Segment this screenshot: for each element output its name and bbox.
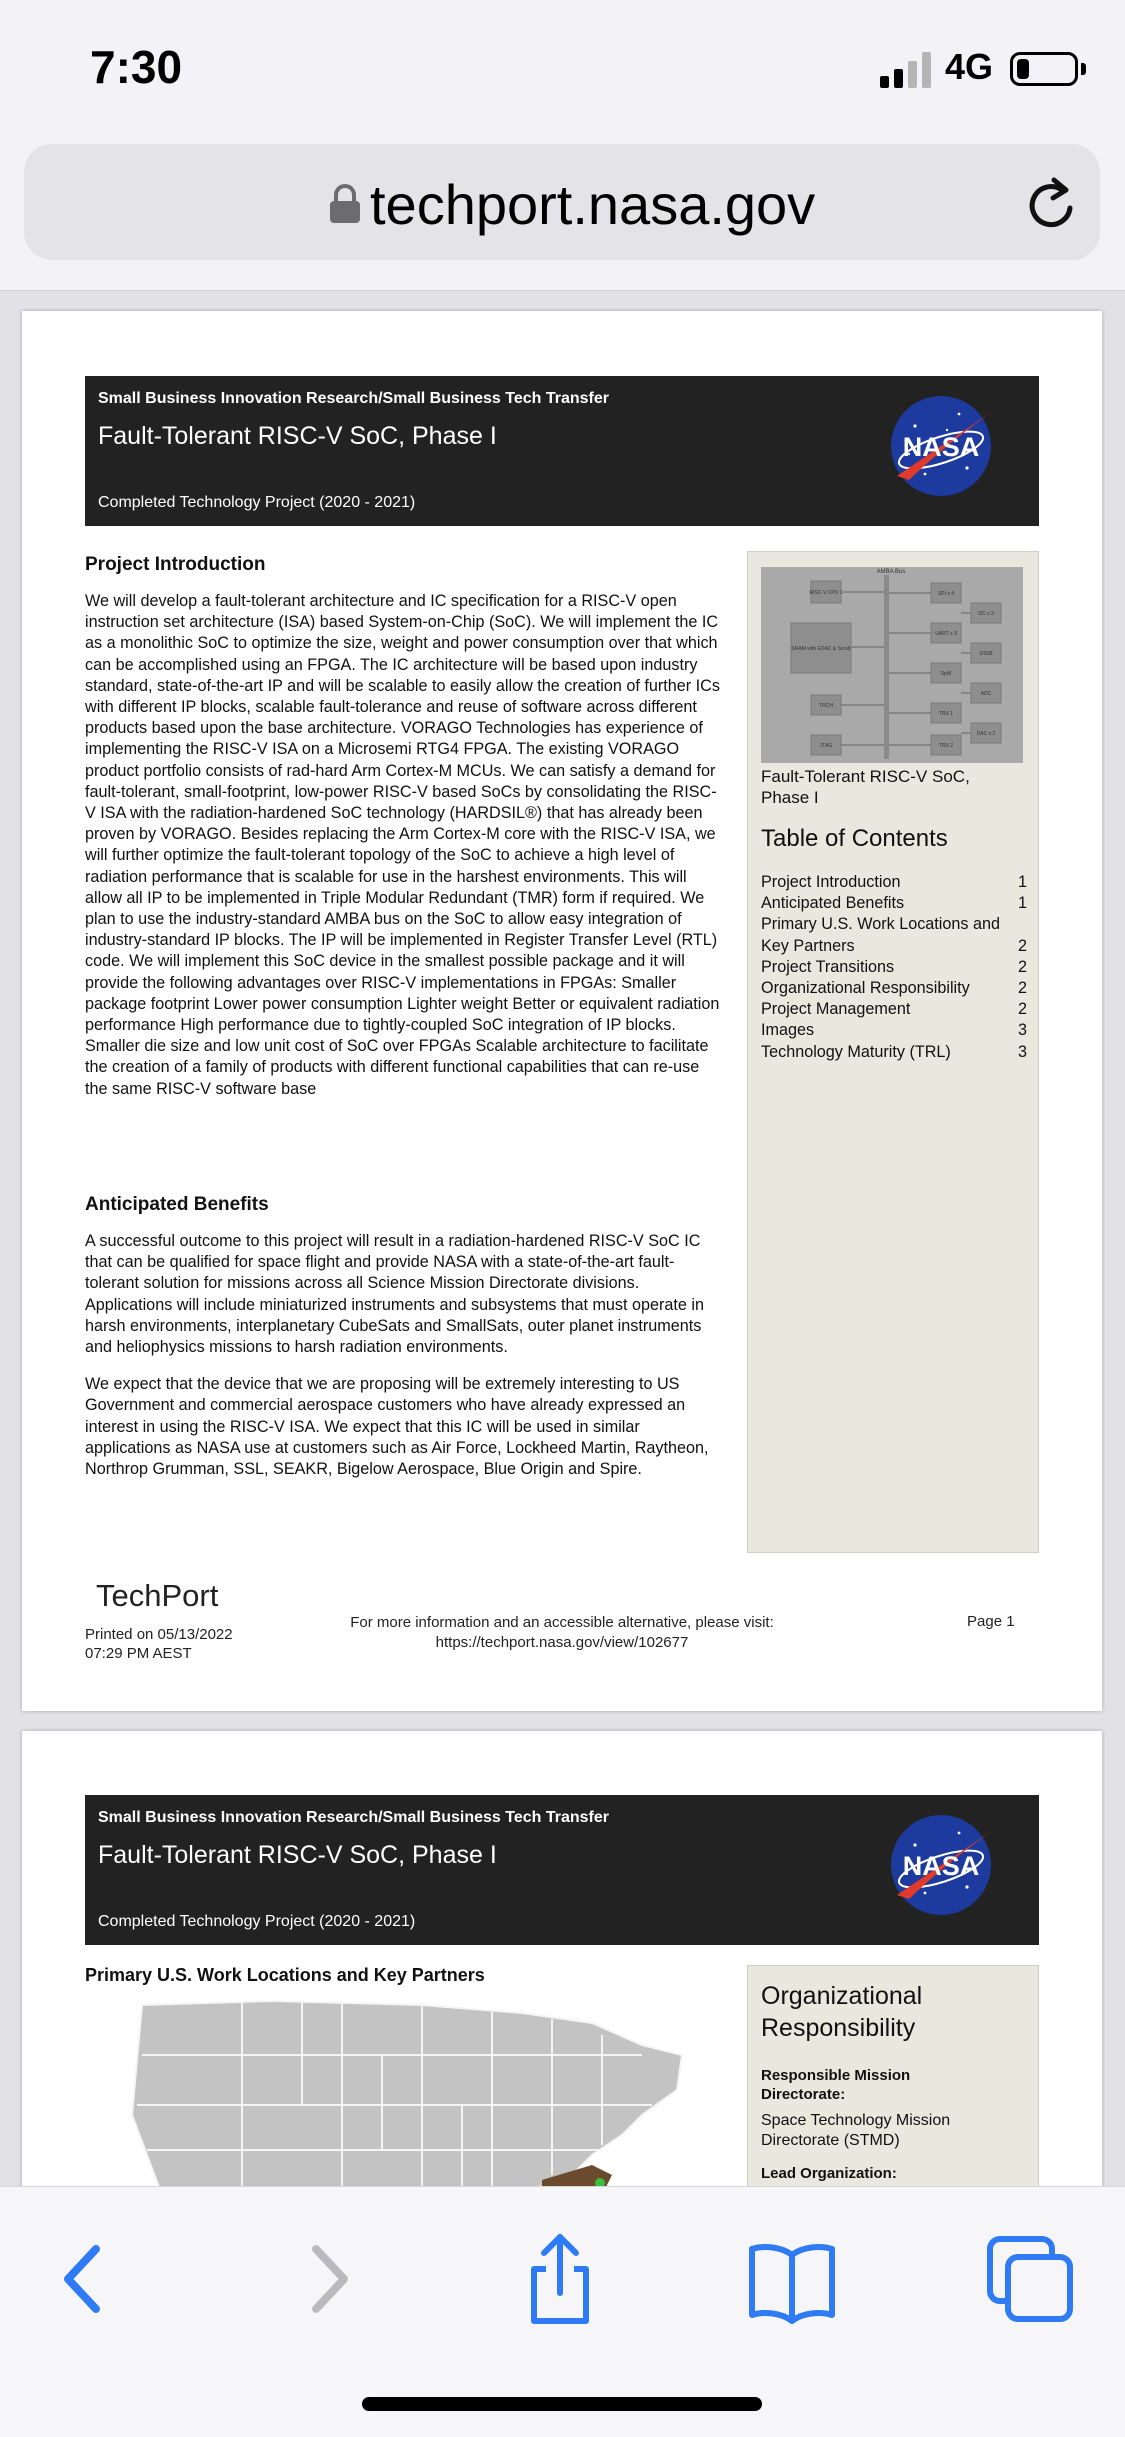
diagram-label-spi: SPI x 4 bbox=[937, 591, 955, 597]
share-icon[interactable] bbox=[512, 2231, 608, 2327]
page-number: Page 1 bbox=[967, 1613, 1015, 1630]
toc-item[interactable]: Images 3 bbox=[761, 1021, 1027, 1040]
nasa-logo-icon bbox=[885, 390, 997, 502]
us-map bbox=[122, 1995, 702, 2186]
lead-org-label: Lead Organization: bbox=[761, 2165, 897, 2182]
status-bar bbox=[0, 0, 1125, 140]
locations-heading: Primary U.S. Work Locations and Key Partners bbox=[85, 1965, 485, 1985]
nasa-logo-text: NASA bbox=[902, 1851, 980, 1881]
sidebar-panel bbox=[747, 551, 1039, 1553]
table-of-contents bbox=[761, 872, 1027, 1063]
back-icon[interactable] bbox=[36, 2231, 132, 2327]
nasa-logo-icon bbox=[885, 1809, 997, 1921]
more-info: For more information and an accessible alternative, please visit: https://techport.nasa.gov/view/102677 bbox=[342, 1613, 782, 1653]
toc-item[interactable]: Project Introduction 1 bbox=[761, 873, 1027, 891]
network-type: 4G bbox=[945, 46, 994, 87]
project-status: Completed Technology Project (2020 - 2021) bbox=[98, 494, 416, 511]
diagram-label-cpu: RISC-V CPU 1 bbox=[809, 590, 843, 596]
toc-item[interactable]: Primary U.S. Work Locations and Key Partners 2 bbox=[761, 915, 1027, 955]
mission-value: Space Technology Mission Directorate (STMD) bbox=[761, 2112, 951, 2149]
bookmarks-icon[interactable] bbox=[744, 2231, 840, 2327]
address-bar[interactable] bbox=[24, 144, 1100, 260]
toc-item[interactable]: Organizational Responsibility 2 bbox=[761, 979, 1027, 998]
page-banner bbox=[85, 1795, 1039, 1945]
toc-item[interactable]: Project Transitions 2 bbox=[761, 957, 1027, 976]
clock: 7:30 bbox=[90, 41, 183, 93]
intro-heading: Project Introduction bbox=[85, 554, 266, 575]
benefits-heading: Anticipated Benefits bbox=[85, 1194, 269, 1215]
forward-icon[interactable] bbox=[280, 2231, 376, 2327]
mission-label: Responsible Mission Directorate: bbox=[761, 2067, 911, 2103]
home-indicator[interactable] bbox=[362, 2397, 762, 2411]
diagram-label-spw: SpW bbox=[940, 671, 952, 677]
project-title: Fault-Tolerant RISC-V SoC, Phase I bbox=[98, 1841, 497, 1869]
diagram-label-jtag: JTAG bbox=[819, 743, 833, 749]
toc-title: Table of Contents bbox=[761, 825, 948, 852]
diagram-label-sram: SRAM with EDAC & Scrub bbox=[791, 646, 851, 652]
diagram-label-adc: ADC bbox=[980, 691, 992, 697]
url-text[interactable]: techport.nasa.gov bbox=[370, 173, 816, 236]
battery-icon bbox=[1010, 52, 1078, 86]
soc-block-diagram bbox=[761, 567, 1023, 763]
diagram-label-i2s: I2S08 bbox=[979, 651, 993, 657]
diagram-label-uart: UART x 3 bbox=[935, 631, 957, 637]
more-info-link[interactable]: https://techport.nasa.gov/view/102677 bbox=[435, 1634, 689, 1651]
benefits-body bbox=[85, 1231, 720, 1496]
diagram-label-trch: TRCH bbox=[819, 703, 833, 709]
tabs-icon[interactable] bbox=[982, 2231, 1078, 2327]
bottom-toolbar bbox=[0, 2186, 1125, 2437]
diagram-label-trx1: TRX 1 bbox=[938, 711, 954, 717]
program-name: Small Business Innovation Research/Small Business Tech Transfer bbox=[98, 1809, 609, 1826]
org-title: Organizational Responsibility bbox=[761, 1982, 923, 2042]
diagram-label-amba: AMBA Bus bbox=[876, 569, 906, 575]
image-caption: Fault-Tolerant RISC-V SoC, Phase I bbox=[761, 767, 970, 807]
toc-item[interactable]: Project Management 2 bbox=[761, 1000, 1027, 1019]
techport-logo: TechPort bbox=[96, 1578, 219, 1613]
project-title: Fault-Tolerant RISC-V SoC, Phase I bbox=[98, 422, 497, 450]
toc-item[interactable]: Anticipated Benefits 1 bbox=[761, 894, 1027, 913]
nasa-logo-text: NASA bbox=[902, 432, 980, 462]
pdf-page-1 bbox=[22, 311, 1102, 1711]
program-name: Small Business Innovation Research/Small Business Tech Transfer bbox=[98, 390, 609, 407]
reload-icon[interactable] bbox=[1024, 174, 1080, 234]
page-banner bbox=[85, 376, 1039, 526]
pdf-page-2 bbox=[22, 1731, 1102, 2186]
printed-date: Printed on 05/13/2022 07:29 PM AEST bbox=[85, 1626, 233, 1662]
diagram-label-i2c: I2C x 3 bbox=[978, 611, 994, 617]
lock-icon bbox=[328, 184, 362, 224]
cellular-signal-icon bbox=[880, 52, 936, 88]
address-bar-area bbox=[0, 140, 1125, 291]
diagram-label-trx2: TRX 2 bbox=[938, 743, 954, 749]
intro-text: We will develop a fault-tolerant architecture and IC specification for a RISC-V open instruction set architecture (ISA) based System-on-Chip (SoC). We will implement the IC as a monolithic SoC to optimize the size, weight and power consumption over that which can be accomplished using an FPGA. The IC architecture will be based upon industry standard, state-of-the-art IP and will be scalable to easily allow the creation of further ICs with different IP blocks, scalable fault-tolerance and reuse of software across different products based upon the base architecture. VORAGO Technologies has experience of implementing the RISC-V ISA on a Microsemi RTG4 FPGA. The existing VORAGO product portfolio consists of rad-hard Arm Cortex-M MCUs. We can satisfy a demand for fault-tolerant, small-footprint, low-power RISC-V based SoCs by consolidating the RISC-V ISA with the radiation-hardened SoC technology (HARDSIL®) that has already been proven by VORAGO. Besides replacing the Arm Cortex-M core with the RISC-V ISA, we will further optimize the fault-tolerant topology of the SoC to achieve a high level of radiation performance that is scalable for use in the harshest environments. This will allow all IP to be implemented in Triple Modular Redundant (TMR) form if required. We plan to use the industry-standard AMBA bus on the SoC to allow easy integration of industry-standard IP blocks. The IP will be implemented in Register Transfer Level (RTL) code. We will implement this SoC device in the smallest possible package and it will provide the following advantages over RISC-V implementations in FPGAs: Smaller package footprint Lower power consumption Lighter weight Better or equivalent radiation performance High performance due to tightly-coupled SoC integration of IP blocks. Smaller die size and low unit cost of SoC over FPGAs Scalable architecture to facilitate the creation of a family of products with different functional capabilities that can re-use the same RISC-V software base bbox=[85, 592, 720, 1098]
pdf-viewport[interactable] bbox=[0, 291, 1125, 2186]
diagram-label-dac: DAC x 2 bbox=[976, 731, 996, 737]
benefits-paragraph-2: We expect that the device that we are proposing will be extremely interesting to US Government and commercial aerospace customers who have already expressed an interest in using the RISC-V ISA. We expect that this IC will be used in similar applications as NASA use at customers such as Air Force, Lockheed Martin, Raytheon, Northrop Grumman, SSL, SEAKR, Bigelow Aerospace, Blue Origin and Spire. bbox=[85, 1375, 709, 1479]
project-status: Completed Technology Project (2020 - 2021) bbox=[98, 1913, 416, 1930]
benefits-paragraph-1: A successful outcome to this project will result in a radiation-hardened RISC-V SoC IC that can be qualified for space flight and provide NASA with a state-of-the-art fault-tolerant solution for missions across all Science Mission Directorate divisions. Applications will include miniaturized instruments and subsystems that must operate in harsh environments, interplanetary CubeSats and SmallSats, outer planet instruments and heliophysics missions to harsh radiation environments. bbox=[85, 1232, 705, 1357]
org-panel bbox=[747, 1965, 1039, 2186]
toc-item[interactable]: Technology Maturity (TRL) 3 bbox=[761, 1042, 1027, 1061]
